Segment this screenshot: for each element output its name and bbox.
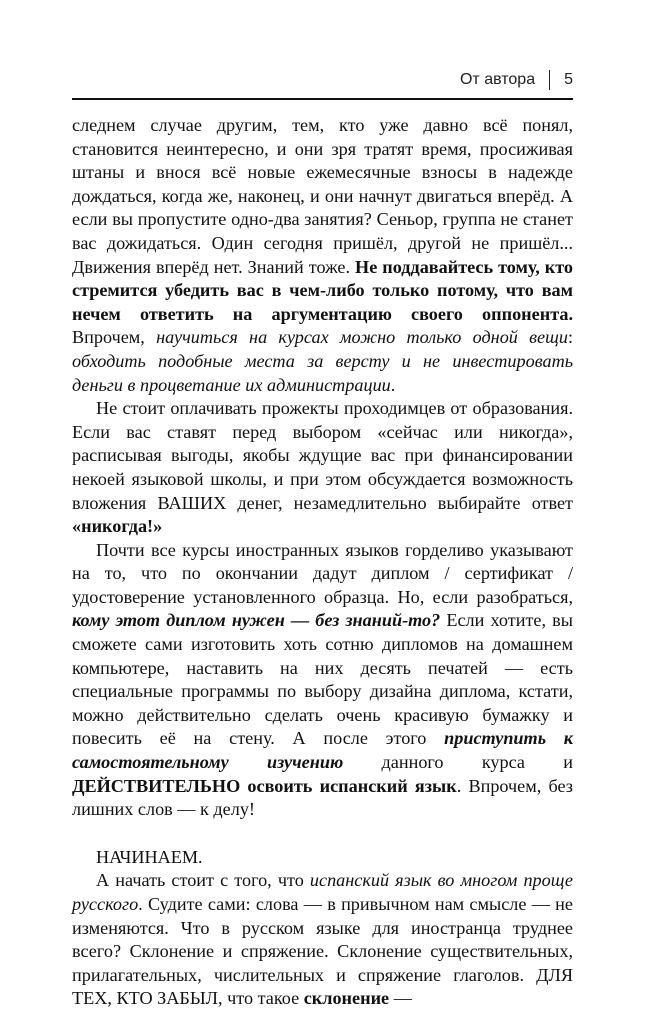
paragraph-4-text-1: А начать стоит с того, что [96, 870, 310, 891]
paragraph-3-text-4: . Впрочем, без лишних слов — к делу! [72, 775, 573, 820]
header-rule [72, 98, 573, 100]
section-heading: НАЧИНАЕМ. [96, 846, 203, 867]
paragraph-3-text-1: Почти все курсы иностранных языков горделиво указывают на то, что по окончании дадут диплом / сертификат / удостоверение установленного образца. Но, если разобраться, [72, 539, 573, 607]
paragraph-3-text-3: данного курса и [343, 752, 574, 773]
paragraph-4-text-2: . Судите сами: слова — в привычном нам смысле — не изменяются. Что в русском языке для иностранца труднее всего? Склонение и спряжение. Склонение существительных, прилагательных, числительных и спряжение глаголов. ДЛЯ ТЕХ, КТО ЗАБЫЛ, что такое [72, 894, 573, 1009]
paragraph-3-text-2: Если хотите, вы сможете сами изготовить хоть сотню дипломов на домашнем компьютере, наставить на них десять печатей — есть специальные программы по выбору дизайна диплома, кстати, можно действительно сделать очень красивую бумажку и повесить её на стену. А после этого [72, 610, 573, 749]
paragraph-1-text-1: следнем случае другим, тем, кто уже давно всё понял, становится неинтересно, и они зря тратят время, просиживая штаны и внося всё новые ежемесячные взносы в надежде дождаться, когда же, наконец, и они начнут двигаться вперёд. А если вы пропустите одно-два занятия? Сеньор, группа не станет вас дожидаться. Один сегодня пришёл, другой не пришёл... Движения вперёд нет. Знаний тоже. [72, 115, 573, 277]
paragraph-4-text-3: — [389, 988, 412, 1009]
paragraph-3-bold-italic-2: приступить к самостоятельному изучению [72, 728, 573, 773]
paragraph-1-text-4: . [390, 374, 396, 395]
page-header [72, 70, 573, 100]
page-body [72, 114, 573, 1011]
paragraph-1-bold-1: Не поддавайтесь тому, кто стремится убедить вас в чем-либо только потому, что вам нечем ответить на аргументацию своего оппонента. [72, 256, 573, 324]
paragraph-4-bold-1: склонение [303, 988, 390, 1009]
paragraph-2-text-1: Не стоит оплачивать прожекты проходимцев от образования. Если вас ставят перед выбором «сейчас или никогда», расписывая выгоды, якобы ждущие вас при финансировании некоей языковой школы, и при этом обсуждается возможность вложения ВАШИХ денег, незамедлительно выбирайте ответ [72, 398, 573, 513]
paragraph-4 [72, 869, 573, 1011]
section-title-header: От автора [459, 71, 536, 88]
paragraph-3-bold-1: ДЕЙСТВИТЕЛЬНО освоить испанский язык [72, 775, 457, 796]
paragraph-3 [72, 539, 573, 822]
running-head [460, 70, 573, 90]
paragraph-2-bold-1: «никогда!» [72, 516, 163, 537]
paragraph-3-bold-italic-1: кому этот диплом нужен — без знаний-то? [72, 610, 441, 631]
paragraph-1-text-3: : [567, 327, 573, 348]
page-number: 5 [564, 71, 573, 88]
paragraph-1-italic-1: научиться на курсах можно только одной вещи [156, 327, 568, 348]
paragraph-2 [72, 397, 573, 539]
paragraph-1 [72, 114, 573, 397]
paragraph-4-italic-1: испанский язык во многом проще русского [72, 870, 573, 914]
paragraph-1-italic-2: обходить подобные места за версту и не инвестировать деньги в процветание их администрации [72, 350, 573, 395]
paragraph-1-text-2: Впрочем, [72, 327, 157, 348]
header-separator [549, 70, 550, 90]
